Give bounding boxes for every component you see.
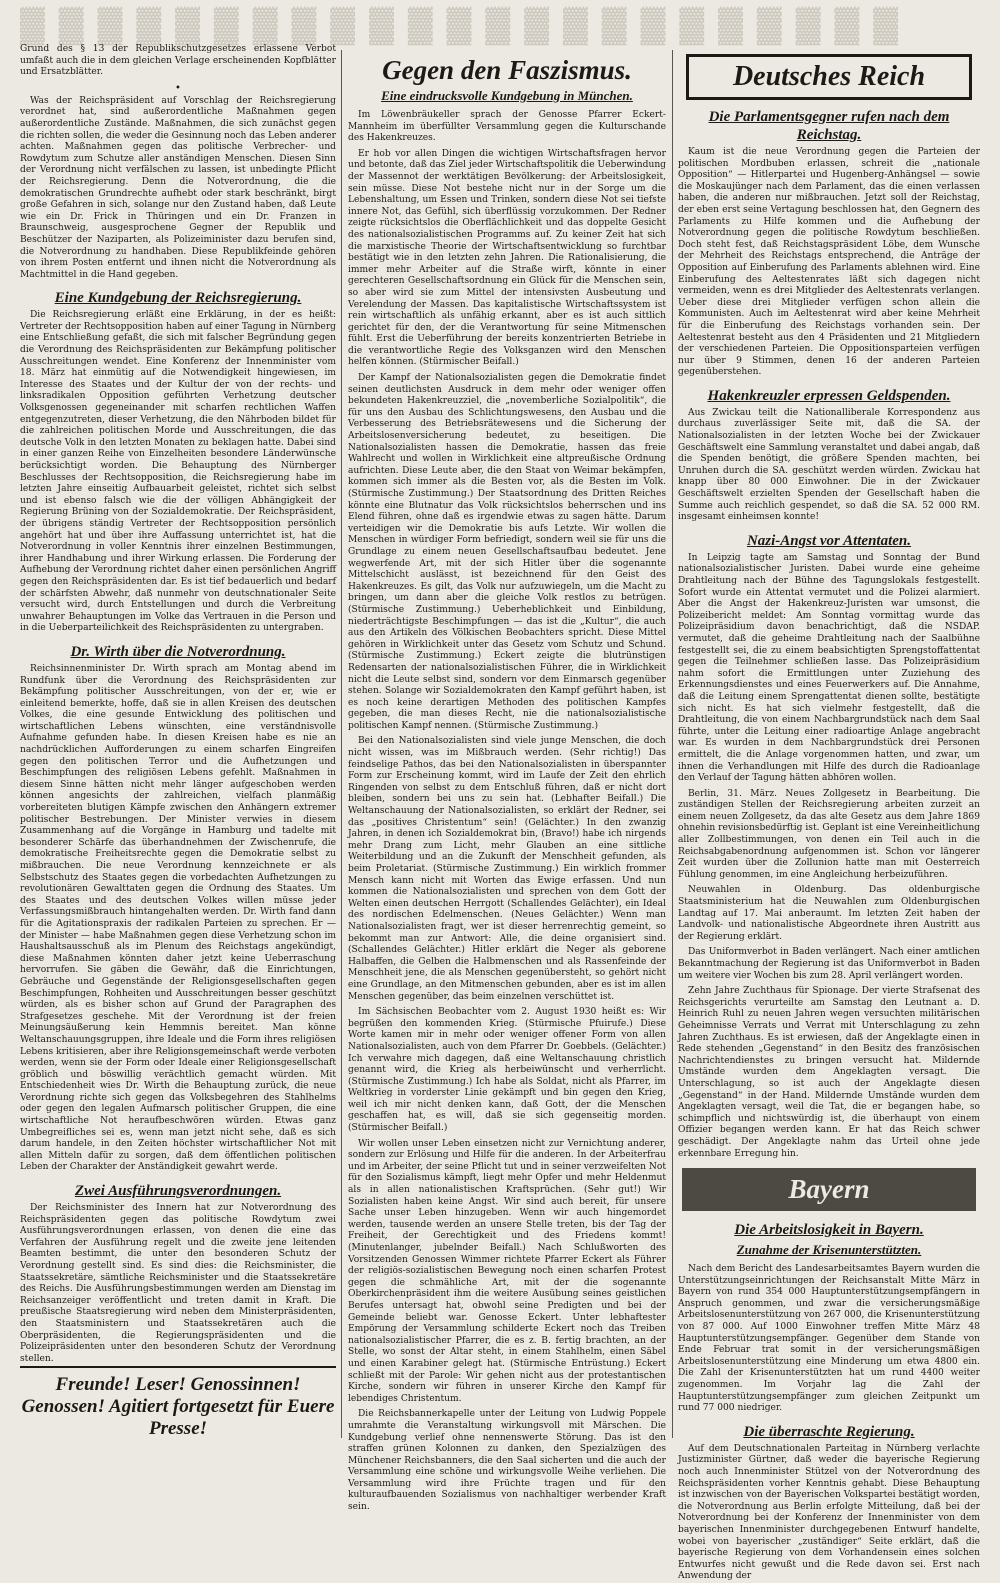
heading-wirth: Dr. Wirth über die Notverordnung.: [70, 643, 286, 660]
subheading-krisen: Zunahme der Krisenunterstützten.: [736, 1242, 922, 1258]
intro-lead: Grund des § 13 der Republikschutzgesetzes erlassene Verbot umfaßt auch die in dem gleichen Verlage erscheinenden Kopfblätter und Ersatzblätter.: [20, 44, 336, 78]
uniform-body: Das Uniformverbot in Baden verlängert. Nach einer amtlichen Bekanntmachung der Regierung ist das Uniformverbot in Baden um weitere vier Wochen bis zum 28. April verlängert worden.: [678, 947, 980, 981]
heading-arbeitslosigkeit: Die Arbeitslosigkeit in Bayern.: [734, 1222, 924, 1239]
heading-hakenkreuzler: Hakenkreuzler erpressen Geldspenden.: [707, 387, 951, 404]
heading-parlament: Die Parlamentsgegner rufen nach dem Reichstag.: [708, 109, 950, 143]
wirth-body: Reichsinnenminister Dr. Wirth sprach am Montag abend im Rundfunk über die Verordnung des Reichspräsidenten zur Bekämpfung politischer Ausschreitungen, von der er, wie er einleitend bemerkte, hoffe, daß sie in allen Kreisen des deutschen Volkes, die eine gesunde Entwicklung des politischen und wirtschaftlichen Lebens wünschten, eine verständnisvolle Aufnahme gefunden habe. In diesen Kreisen habe es nie an nachdrücklichen Aufforderungen zu einem scharfen Eingreifen gegen den politischen Terror und die Aufhetzungen und Beschimpfungen des religiösen Lebens gefehlt. Maßnahmen in diesem Sinne hätten nicht mehr länger aufgeschoben werden können angesichts der zahlreichen, vielfach planmäßig vorbereiteten blutigen Kämpfe zwischen den Anhängern extremer politischer Bestrebungen. Der Minister verwies in diesem Zusammenhang auf die Vorgänge in Hamburg und tadelte mit besonderer Schärfe das überhandnehmen der Zwischenrufe, die demokratische Freiheitsrechte gegen die Demokratie selbst zu mißbrauchen. Die neue Verordnung kennzeichnete er als Selbstschutz des Staates gegen die vorbedachten Aufhetzungen zu revolutionären Gewalttaten gegen die Ordnung des Staates. Um des Staates und des deutschen Volkes willen müsse jeder Verfassungsmißbrauch hintangehalten werden. Dr. Wirth fand dann für die Agitationspraxis der radikalen Parteien zu sprechen. Er — der Minister — habe Maßnahmen gegen diese Verhetzung schon im Haushaltsausschuß als im Plenum des Reichstags angekündigt, diese Maßnahmen könnten daher jetzt keine Ueberraschung hervorrufen. Sie gäben die Gewähr, daß die Einrichtungen, Gebräuche und Gegenstände der Religionsgesellschaften gegen Beschimpfungen, Rohheiten und Ausschreitungen besser geschützt würden, als es bisher schon auf Grund der Paragraphen des Strafgesetzes geschehe. Mit der Verordnung ist der freien Meinungsäußerung kein Hemmnis bereitet. Man könne Weltanschauungsgruppen, ihre Ideale und die Form ihres religiösen Lebens kritisieren, aber ihre Religionsgemeinschaft werde verboten werden, wenn sie der Form oder Ideale einer Religionsgesellschaft gröblich und böswillig verächtlich gemacht würden. Mit Entschiedenheit wies Dr. Wirth die Behauptung zurück, die neue Verordnung richte sich gegen das Volksbegehren des Stahlhelms oder gegen den legalen Aufmarsch politischer Gruppen, die eine wirtschaftliche Not heraufbeschwören würden. Etwas ganz Umbegreifliches sei es, wenn man jetzt nicht sehe, daß es sich darum handele, in den Zeiten höchster wirtschaftlicher Not mit allen Mitteln dafür zu sorgen, daß dem öffentlichen politischen Leben der Charakter der Anständigkeit gewahrt werde.: [20, 663, 336, 1173]
article-body-1: Er hob vor allen Dingen die wichtigen Wirtschaftsfragen hervor und betonte, daß das Ziel jeder Wirtschaftspolitik die Ueberwindung der Massennot der werktätigen Bevölkerung: der Arbeitslosigkeit, sein müsse. Diese Not bestehe nicht nur in der Sorge um die Lebenshaltung, um Essen und Trinken, sondern diese Not sei tiefste innere Not, das Gefühl, sich überflüssig vorzukommen. Der Redner zeigte rücksichtslos die Oberflächlichkeit und das doppelte Gesicht des nationalsozialistischen Programms auf. Zu keiner Zeit hat sich die marxistische Theorie der Wirtschaftsentwicklung so furchtbar bestätigt wie in den letzten zehn Jahren. Die Rationalisierung, die immer mehr Arbeiter auf die Straße wirft, könnte in einer gerechteren Gesellschaftsordnung ein Glück für die Menschen sein, so aber wird sie zum Mittel der intensivsten Ausbeutung und Verelendung der Massen. Das kapitalistische Wirtschaftssystem ist rein wirtschaftlich als unfähig erkannt, aber es ist auch sittlich gerichtet für den, der die Verantwortung für seine Mitmenschen fühlt. Erst die Ueberführung der bereits konzentrierten Betriebe in die verantwortliche Regie des Volksganzen wird den Menschen helfen können. (Stürmischer Beifall.): [348, 148, 666, 368]
heading-ausfuehrung: Zwei Ausführungsverordnungen.: [74, 1183, 282, 1200]
article-lead: Im Löwenbräukeller sprach der Genosse Pfarrer Eckert-Mannheim im überfüllter Versammlung gegen die Kulturschande des Hakenkreuzes.: [348, 110, 666, 144]
article-body-4: Im Sächsischen Beobachter vom 2. August 1930 heißt es: Wir begrüßen den kommenden Krieg. (Stürmische Pfuirufe.) Diese Worte kamen mir in mehr oder weniger offener Form von allen Nationalsozialisten, auch von dem Pfarrer Dr. Goebbels. (Gelächter.) Ich verwahre mich dagegen, daß eine Weltanschauung christlich genannt wird, die Krieg als herbeiwünscht und verherrlicht. (Stürmische Zustimmung.) Ich habe als Soldat, nicht als Pfarrer, im Weltkrieg in vorderster Linie gekämpft und bin gegen den Krieg, weil ich mir nicht denken kann, daß Gott, der die Menschen geschaffen hat, es will, daß sie sich gegenseitig morden. (Stürmischer Beifall.): [348, 1007, 666, 1134]
column-middle: [348, 44, 666, 1513]
heading-ueberrascht: Die überraschte Regierung.: [743, 1423, 915, 1440]
parlament-body: Kaum ist die neue Verordnung gegen die Parteien der politischen Mordbuben erlassen, schreit die „nationale Opposition“ — Hitlerpartei und Hugenberg-Anhängsel — sowie die Moskaujünger nach dem Parlament, das die einen verlassen haben, die anderen nur mißbrauchen. Jetzt soll der Reichstag, der eben erst seine Vertagung beschlossen hat, den Gegnern des Parlaments zu Hilfe kommen und die Aufhebung der Notverordnung gegen die politische Rowdytum beschließen. Doch steht fest, daß Reichstagspräsident Löbe, dem Wunsche der Mehrheit des Reichstags entsprechend, die Anträge der Opposition auf Einberufung des Parlaments ablehnen wird. Eine Einberufung des Aeltestenrates läßt sich dagegen nicht vermeiden, wenn es drei Mitglieder des Aeltestenrats verlangen. Ueber diese drei Mitglieder verfügen schon allein die Kommunisten. Auch im Aeltestenrat wird aber keine Mehrheit für die Einberufung des Reichstags vorhanden sein. Der Aeltestenrat besteht aus den 4 Präsidenten und 21 Mitgliedern der verschiedenen Parteien. Die Oppositionsparteien verfügen nur über 9 Stimmen, denen 16 der anderen Parteien gegenüberstehen.: [678, 147, 980, 378]
nazi-angst-body: In Leipzig tagte am Samstag und Sonntag der Bund nationalsozialistischer Juristen. Dabei wurde eine geheime Drahtleitung nach der Bühne des Tagungslokals festgestellt. Sofort wurde ein Attentat vermutet und die Polizei alarmiert. Aber die Angst der Hakenkreuz-Juristen war umsonst, die Polizeibericht meldet: Am Sonntag vormittag wurde das Polizeipräsidium davon benachrichtigt, daß die NSDAP. vermutet, daß die geheime Drahtleitung nach der Saalbühne festgestellt sei, die zu einem beabsichtigten Sprengstoffattentat gegen die Teilnehmer schließen lasse. Das Polizeipräsidium nahm sofort die Ermittlungen unter Zuziehung des Erkennungsdienstes und eines Feuerwerkers auf. Die Annahme, daß die Leitung einem Sprengattentat dienen sollte, bestätigte sich nicht. Es hat sich vielmehr festgestellt, daß die Drahtleitung, die von einem Nachbargrundstück nach dem Saal führte, unter die Leitung einer radioartige Anlage angebracht war. Es wurden in dem Nachbargrundstück drei Personen ermittelt, die die Anlage vorgenommen hatten, und zwar, um ihnen die Verhandlungen mit Hilfe des durch die Radioanlage den Verlauf der Tagung hätten abhören wollen.: [678, 552, 980, 784]
column-right: [678, 44, 980, 1582]
ausfuehrung-body: Der Reichsminister des Innern hat zur Notverordnung des Reichspräsidenten gegen das politische Rowdytum zwei Ausführungsverordnungen erlassen, von denen die eine das Verfahren der Ausführung regelt und die zweite jene leitenden Beamten bestimmt, die unter den besonderen Schutz der Verordnung gestellt sind. Es sind dies: die Reichsminister, die Staatssekretäre, sämtliche Reichsminister und die Staatssekretäre des Reichs. Die Ausführungsbestimmungen werden am Dienstag im Reichsanzeiger veröffentlicht und treten damit in Kraft. Die preußische Staatsregierung wird neben dem Ministerpräsidenten, den Staatsministern und Staatssekretären auch die Oberpräsidenten, die Regierungspräsidenten und die Polizeipräsidenten unter den besonderen Schutz der Verordnung stellen.: [20, 1203, 336, 1364]
article-body-2: Der Kampf der Nationalsozialisten gegen die Demokratie findet seinen deutlichsten Ausdruck in dem mehr oder weniger offen bekundeten Hakenkreuzziel, die „novemberliche Sozialpolitik“, die für uns den Ausbau des Schlichtungswesens, den Ausbau und die Verbesserung des Betriebsrätewesens und die Sicherung der Arbeitslosenversicherung bedeutet, zu beseitigen. Die Nationalsozialisten hassen die Demokratie, hassen das freie Wahlrecht und wollen in Wirklichkeit eine altpreußische Ordnung aufrichten. Diese Leute aber, die den Staat von Weimar bekämpfen, kommen sich immer als die Besten vor, als die Besten im Volk. (Stürmische Zustimmung.) Der Staatsordnung des Dritten Reiches könnte eine Blutnatur das Volk rücksichtslos beherrschen und ins Elend führen, ohne daß es irgendwie etwas zu sagen hätte. Darum verteidigen wir die Demokratie bis aufs Letzte. Wir wollen die Menschen in würdiger Form befriedigt, sondern weil sie für uns die Grundlage zu einem neuen Gesellschaftsaufbau bedeutet. Jene wegwerfende Art, mit der sich Hitler über die sogenannte Mittelschicht auslässt, ist bezeichnend für den Geist des Hakenkreuzes. Es gilt, das Volk nur aufzuwiegeln, um die Macht zu bringen, um dann aber die gleiche Volk restlos zu betrügen. (Stürmische Zustimmung.) Ueberheblichkeit und Einbildung, niederträchtigste Beschimpfungen — das ist die „Kultur“, die auch aus den Artikeln des Völkischen Beobachters spricht. Diese Mittel gehören in Wirklichkeit unter das Gesetz vom Schutz und Schund. (Stürmische Zustimmung.) Eckert zeigte die blutrünstigen Redensarten der nationalsozialistischen Führer, die in Wirklichkeit nicht die Leute selbst sind, sondern vor dem Einmarsch gegenüber stehen. Solange wir Sozialdemokraten den Kampf geführt haben, ist es noch keine derartigen Methoden des politischen Kampfes gegeben, die man dieses Recht, nie die nationalsozialistische politischen Kampf nennen. (Stürmische Zustimmung.): [348, 373, 666, 731]
heading-nazi-angst: Nazi-Angst vor Attentaten.: [746, 532, 912, 549]
ueberrascht-body: Auf dem Deutschnationalen Parteitag in Nürnberg verlachte Justizminister Gürtner, daß weder die bayerische Regierung noch auch Innenminister Stützel von der Notverordnung des Reichspräsidenten vorher Kenntnis gehabt. Diese Behauptung ist inzwischen von der Bayerischen Volkspartei bestätigt worden, die Notverordnung aus Berlin erfolgte Mitteilung, daß bei der Notverordnung bei der Konferenz der Innenminister von dem bayerischen Innenminister durchgegebenen Entwurf handelte, wobei von bayerischer „zuständiger“ Seite erklärt, daß die bayerische Regierung von dem Vorhandensein eines solchen Entwurfes nicht gewußt und die Rede davon sei. Erst nach Anwendung der: [678, 1443, 980, 1582]
oldenburg-body: Neuwahlen in Oldenburg. Das oldenburgische Staatsministerium hat die Neuwahlen zum Oldenburgischen Landtag auf 17. Mai anberaumt. Im letzten Zeit haben der Landvolk- und nationalistische Abgeordnete ihren Austritt aus der Regierung erklärt.: [678, 885, 980, 942]
column-rule: [672, 50, 673, 1438]
spionage-body: Zehn Jahre Zuchthaus für Spionage. Der vierte Strafsenat des Reichsgerichts verurteilte am Samstag den Leutnant a. D. Heinrich Ruhl zu neuen Jahren wegen versuchten militärischen Geheimnisse Verrats und Verrat mit Unterschlagung zu zehn Jahren Zuchthaus. Es ist erwiesen, daß der Angeklagte einen in Rede stehenden „Gegenstand“ in den Besitz des französischen Nachrichtendienstes zu bringen versucht hat. Mildernde Umstände wurden dem Angeklagten versagt. Die Unterschlagung, so ist auch der Angeklagte diesen „Gegenstand“ in der Hand. Mildernde Umstände wurden dem Angeklagten versagt, weil die Tat, die er begangen habe, so schimpflich und nichtswürdig ist, die überhaupt von einem Offizier begangen werden kann. Er hat das Reich schwer geschädigt. Der Angeklagte nahm das Urteil ohne jede erkennbare Erregung hin.: [678, 986, 980, 1159]
heading-kundgebung: Eine Kundgebung der Reichsregierung.: [54, 290, 302, 307]
column-left: [20, 44, 336, 1444]
article-body-6: Die Reichsbannerkapelle unter der Leitung von Ludwig Poppele umrahmte die Veranstaltung wirkungsvoll mit Märschen. Die Kundgebung verlief ohne nennenswerte Störung. Das ist den straffen grünen Kolonnen zu danken, den Spezialzügen des Münchener Reichsbanners, die den Saal sicherten und die auch der Versammlung eine schöne und wirkungsvolle Weihe verliehen. Die Versammlung wird ihre Früchte tragen und für den kulturaufbauenden Sozialismus von nachhaltiger werbender Kraft sein.: [348, 1409, 666, 1513]
article-body-3: Bei den Nationalsozialisten sind viele junge Menschen, die doch nicht wissen, was im Mißbrauch werden. (Sehr richtig!) Das feindselige Pathos, das bei den Nationalsozialisten in überspannter Form zur Erscheinung kommt, wird im Laufe der Zeit den ehrlich Ringenden von selbst zu dem Entschluß führen, daß er nicht dort bleiben, sondern bei uns zu sein hat. (Lebhafter Beifall.) Die Weltanschauung der Nationalsozialisten, so erklärt der Redner, sei das „positives Christentum“ sein! (Gelächter.) In den zwanzig Jahren, in denen ich Sozialdemokrat bin, (Bravo!) habe ich nirgends mehr Drang zum Licht, mehr Glauben an eine sittliche Weiterbildung und an die Zukunft der Menschheit gefunden, als beim Proletariat. (Stürmische Zustimmung.) Ein wirklich frommer Mensch kann nicht mit Worten das Ewige erfassen. Und nun kommen die Nationalsozialisten und sprechen von dem Gott der Welten einen deutschen Herrgott (Schallendes Gelächter), ein Ideal des nordischen Edelmenschen. (Neues Gelächter.) Wenn man Nationalsozialisten fragt, wer ist dieser herrenrechtig gemeint, so bekommt man zur Antwort: Alle, die deine organisiert sind. (Schallendes Gelächter.) Hitler erklärt die Neger als geborene Halbaffen, die Gelben die Halbmenschen und als Rassenfeinde der Menschheit jene, die als Menschen gegenübersteht, so gehört nicht eine Grundlage, an den Mitmenschen gebunden, aber es ist im allen Menschen gegenüber, das beim einzelnen verschüttet ist.: [348, 736, 666, 1002]
column-rule: [341, 50, 342, 1438]
masthead-bleedthrough: ▓▓▓▓▓▓▓▓▓▓▓▓▓▓▓▓▓▓▓▓▓▓▓: [20, 6, 913, 43]
section-heading-bayern: Bayern: [682, 1168, 976, 1211]
headline-faszismus: Gegen den Faszismus.: [382, 55, 632, 85]
arbeitslosigkeit-body: Nach dem Bericht des Landesarbeitsamtes Bayern wurden die Unterstützungseinrichtungen der Reichsanstalt Mitte März in Bayern von rund 354 000 Hauptunterstützungsempfängern in Anspruch genommen, und zwar die versicherungsmäßige Arbeitslosenunterstützung von 267 000, die Krisenunterstützung von 87 000. Auf 1000 Einwohner treffen Mitte März 48 Hauptunterstützungsempfänger. Gegenüber dem Stande von Ende Februar trat somit in der versicherungsmäßigen Arbeitslosenunterstützung eine Minderung um etwa 4800 ein. Die Zahl der Krisenunterstützten hat um rund 4400 weiter zugenommen. Im Vorjahr lag die Zahl der Hauptunterstützungsempfänger zum gleichen Zeitpunkt um rund 77 000 niedriger.: [678, 1264, 980, 1414]
hakenkreuzler-body: Aus Zwickau teilt die Nationalliberale Korrespondenz aus durchaus zuverlässiger Seite mit, daß die SA. der Nationalsozialisten in der letzten Woche bei der Zwickauer Geschäftswelt eine Sammlung veranstaltet und dabei angab, daß die Spenden benötigt, die größere Spenden machten, bei Unruhen durch die SA. geschützt werden würden. Zwickau hat knapp über 80 000 Einwohner. Die in der Zwickauer Geschäftswelt erzielten Spenden der Gesellschaft haben die Summe auch reichlich gespendet, so daß die SA. 52 000 RM. insgesamt einheimsen konnte!: [678, 407, 980, 523]
slogan-banner: Freunde! Leser! Genossinnen! Genossen! Agitiert fortgesetzt für Euere Presse!: [20, 1366, 336, 1440]
intro-body: Was der Reichspräsident auf Vorschlag der Reichsregierung verordnet hat, sind außerordentliche Maßnahmen gegen außerordentliche Zustände. Maßnahmen, die sich zunächst gegen die richten sollen, die weder die Gesinnung noch das Leben anderer achten. Maßnahmen gegen das politische Verbrecher- und Rowdytum zum Schutze aller anständigen Menschen. Diesen Sinn der Verordnung nicht verfälschen zu lassen, ist unbedingte Pflicht der Reichsregierung. Denn die Notverordnung, die die demokratischen Grundrechte aufhebt oder stark beschränkt, birgt große Gefahren in sich, solange nur den Zustand haben, daß Leute wie ein Dr. Frick in Thüringen und ein Dr. Franzen in Braunschweig, ausgesprochene Gegner der Republik und Beschützer der Naziparten, als Polizeiminister dazu berufen sind, die Notverordnung zu handhaben. Diese Republikfeinde gehören von ihrem Posten entfernt und ihnen nicht die Notverordnung als Machtmittel in die Hand gegeben.: [20, 95, 336, 280]
ornament: •: [175, 82, 181, 94]
subheadline-muenchen: Eine eindrucksvolle Kundgebung in München.: [381, 88, 633, 103]
section-heading-reich: Deutsches Reich: [686, 54, 972, 100]
kundgebung-body: Die Reichsregierung erläßt eine Erklärung, in der es heißt: Vertreter der Rechtsopposition haben auf einer Tagung in Nürnberg eine Entschließung gefaßt, die sich mit falscher Begründung gegen die Verordnung des Reichspräsidenten zur Bekämpfung politischer Ausschreitungen wendet. Eine Konferenz der Innenminister vom 18. März hat einmütig auf die Notwendigkeit hingewiesen, im Interesse des Staates und der Kultur der von der rechts- und linksradikalen Opposition geführten Verhetzung deutscher Volksgenossen gegeneinander mit scharfen rechtlichen Waffen entgegenzutreten, dieser Verhetzung, die den Nährboden bildet für die zahlreichen politischen Morde und Ausschreitungen, die das deutsche Volk in den letzten Monaten zu beklagen hatte. Dabei sind in einer ganzen Reihe von Einzelheiten besondere Länderwünsche berücksichtigt worden. Die Behauptung des Nürnberger Beschlusses der Rechtsopposition, die Reichsregierung habe im letzten Jahre einseitig Aufbauarbeit geleistet, richtet sich selbst und ist ebenso falsch wie die der völligen Abhängigkeit der Regierung Brüning von der Sozialdemokratie. Der Reichspräsident, der übrigens ständig Vertreter der Rechtsopposition persönlich angehört hat und über ihre Auffassung unterrichtet ist, hat die Notverordnung in voller Kenntnis ihrer einzelnen Bestimmungen, ihrer Handhabung und ihrer Wirkung erlassen. Die Forderung der Aufhebung der Verordnung richtet daher einen persönlichen Angriff gegen den Reichspräsidenten dar. Es ist tief bedauerlich und bedarf der schärfsten Abwehr, daß nunmehr von deutschnationaler Seite versucht wird, durch Entstellungen und durch die Verbreitung unwahrer Behauptungen im Volke das Vertrauen in die Person und in die Ueberparteilichkeit des Reichspräsidenten zu untergraben.: [20, 310, 336, 634]
berlin-body: Berlin, 31. März. Neues Zollgesetz in Bearbeitung. Die zuständigen Stellen der Reichsregierung arbeiten zurzeit an einem neuen Zollgesetz, da das alte Gesetz aus dem Jahre 1869 ohnehin revisionsbedürftig ist. Geplant ist eine Vereinheitlichung aller Zollbestimmungen, von denen ein Teil auch in die Reichsabgabenordnung aufgenommen ist. Schon vor längerer Zeit wurden über die Zollunion hatte man mit Oesterreich Fühlung genommen, im eine Angleichung herbeizuführen.: [678, 788, 980, 880]
article-body-5: Wir wollen unser Leben einsetzen nicht zur Vernichtung anderer, sondern zur Erlösung und Hilfe für die anderen. In der Arbeiterfrau und im Arbeiter, der seine Pflicht tut und in seiner verzweifelten Not für den Sozialismus kämpft, liegt mehr Opfer und mehr Heldenmut als in allen nationalistischen Kraftsprüchen. (Sehr gut!) Wir Sozialisten haben keine Angst. Wir sind auch bereit, für unsere Sache unser Leben hinzugeben. Wenn wir auch hingemordet werden, tausende werden an unsere Stelle treten, bis der Tag der Freiheit, der Gerechtigkeit und des Friedens kommt! (Minutenlanger, jubelnder Beifall.) Nach Schlußworten des Vorsitzenden Genossen Wimmer richtete Pfarrer Eckert als Führer der religiös-sozialistischen Bewegung noch einen scharfen Protest gegen die schmähliche Art, mit der die sogenannte Oberkirchenpräsident ihm die weitere Ausübung seines geistlichen Berufes untersagt hat, obwohl seine Predigten und bei der Gemeinde beliebt war. Genosse Eckert. Unter lebhaftester Empörung der Versammlung schilderte Eckert noch das Treiben nationalsozialistischer Pfarrer, die es z. B. fertig brachten, an der Stelle, wo sonst der Altar steht, in einem Stahlhelm, einen Säbel und einen Karabiner gelegt hat. (Stürmische Entrüstung.) Eckert schließt mit der Parole: Wir gehen nicht aus der protestantischen Kirche, sondern wir führen in unserer Kirche den Kampf für lebendiges Christentum.: [348, 1138, 666, 1404]
